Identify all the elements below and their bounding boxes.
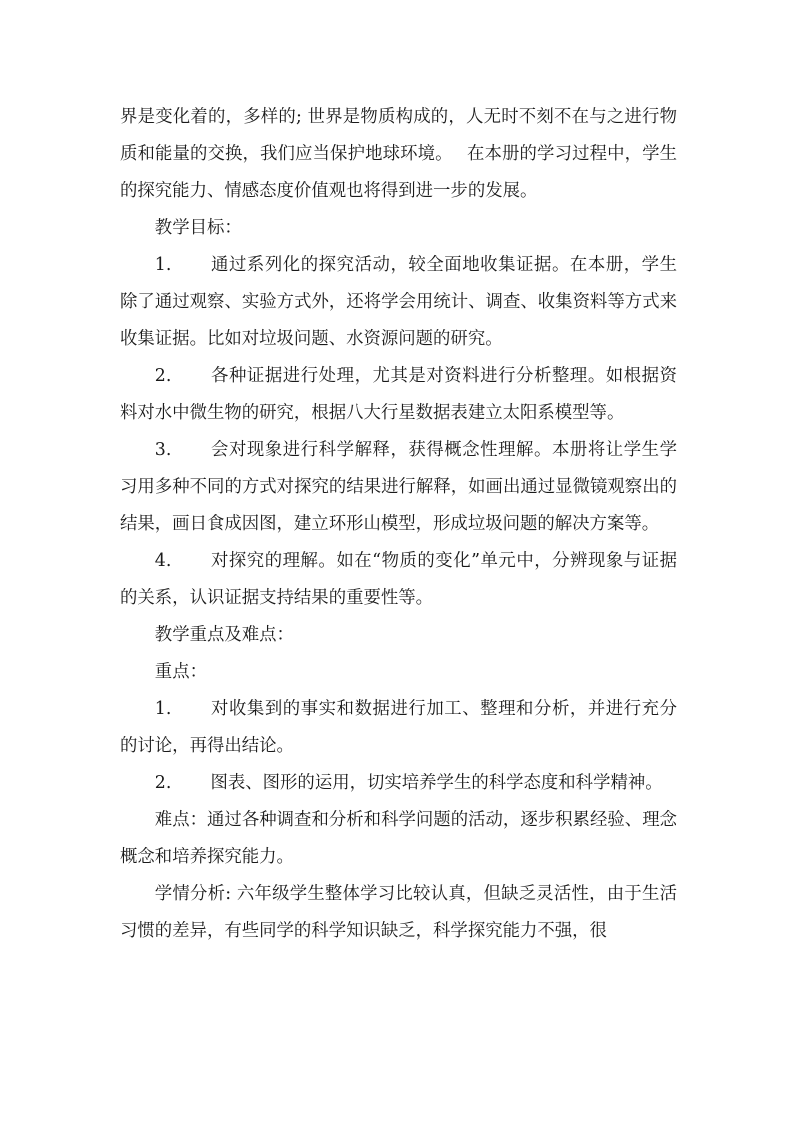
list-number: 1.	[154, 699, 172, 719]
list-item	[120, 247, 677, 358]
list-number: 2.	[154, 773, 172, 793]
list-item	[120, 691, 677, 765]
list-item	[120, 358, 677, 432]
list-item	[120, 765, 677, 802]
heading-key-difficult-points: 教学重点及难点：	[154, 625, 294, 645]
document-body	[120, 99, 677, 950]
paragraph-difficult-points: 难点：通过各种调查和分析和科学问题的活动，逐步积累经验、理念概念和培养探究能力。	[120, 810, 677, 867]
list-item-text: 通过系列化的探究活动，较全面地收集证据。在本册，学生除了通过观察、实验方式外，还将学会用统计、调查、收集资料等方式来收集证据。比如对垃圾问题、水资源问题的研究。	[120, 255, 677, 349]
paragraph-student-analysis: 学情分析: 六年级学生整体学习比较认真，但缺乏灵活性，由于生活习惯的差异，有些同学的科学知识缺乏，科学探究能力不强，很	[120, 884, 677, 941]
list-number: 2.	[154, 366, 172, 386]
list-item	[120, 543, 677, 617]
list-item-text: 会对现象进行科学解释，获得概念性理解。本册将让学生学习用多种不同的方式对探究的结果进行解释，如画出通过显微镜观察出的结果，画日食成因图，建立环形山模型，形成垃圾问题的解决方案等。	[120, 440, 677, 534]
heading-key-points: 重点：	[154, 662, 207, 682]
heading-teaching-goals: 教学目标：	[154, 218, 242, 238]
list-item-text: 对探究的理解。如在“物质的变化”单元中，分辨现象与证据的关系，认识证据支持结果的重要性等。	[120, 551, 677, 608]
list-number: 4.	[154, 551, 172, 571]
list-item	[120, 432, 677, 543]
list-item-text: 各种证据进行处理，尤其是对资料进行分析整理。如根据资料对水中微生物的研究，根据八大行星数据表建立太阳系模型等。	[120, 366, 677, 423]
list-number: 1.	[154, 255, 172, 275]
list-item-text: 对收集到的事实和数据进行加工、整理和分析，并进行充分的讨论，再得出结论。	[120, 699, 677, 756]
list-number: 3.	[154, 440, 172, 460]
paragraph: 界是变化着的，多样的; 世界是物质构成的，人无时不刻不在与之进行物质和能量的交换，我们应当保护地球环境。 在本册的学习过程中，学生的探究能力、情感态度价值观也将得到进一步的发展。	[120, 107, 677, 201]
list-item-text: 图表、图形的运用，切实培养学生的科学态度和科学精神。	[210, 773, 663, 793]
